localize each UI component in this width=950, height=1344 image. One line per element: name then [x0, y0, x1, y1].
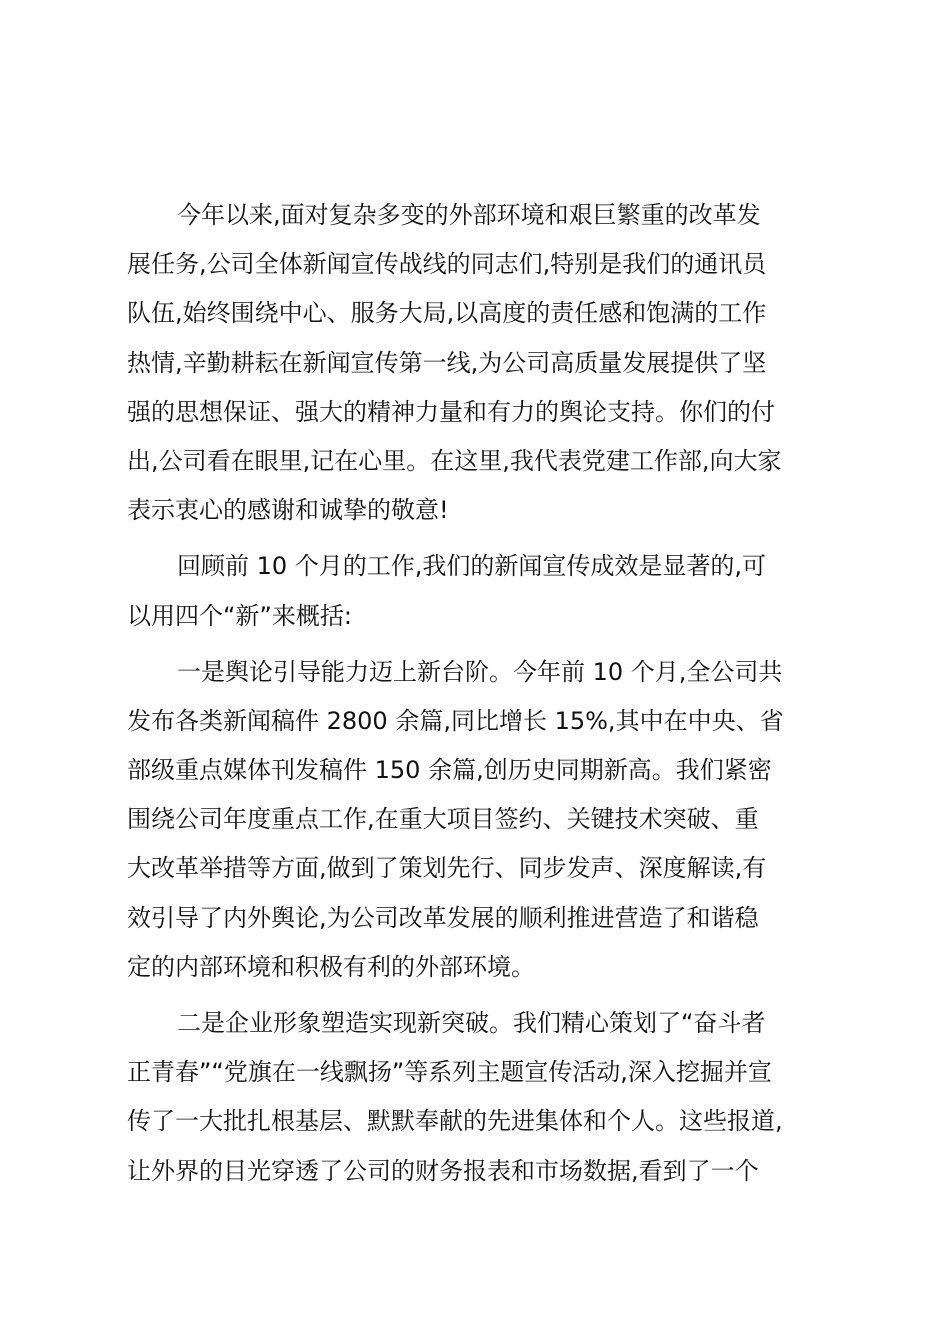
text-line: 定的内部环境和积极有利的外部环境。: [127, 952, 535, 981]
text-line: 正青春”“党旗在一线飘扬”等系列主题宣传活动,深入挖掘并宣: [127, 1058, 772, 1087]
text-line: 发布各类新闻稿件 2800 余篇,同比增长 15%,其中在中央、省: [127, 706, 784, 735]
text-line: 让外界的目光穿透了公司的财务报表和市场数据,看到了一个: [127, 1156, 759, 1185]
paragraph-point-two: [127, 999, 823, 1196]
text-line: 队伍,始终围绕中心、服务大局,以高度的责任感和饱满的工作: [127, 299, 767, 328]
text-line: 展任务,公司全体新闻宣传战线的同志们,特别是我们的通讯员: [127, 250, 767, 279]
text-line: 传了一大批扎根基层、默默奉献的先进集体和个人。这些报道,: [127, 1107, 783, 1136]
text-line: 围绕公司年度重点工作,在重大项目签约、关键技术突破、重: [127, 805, 759, 834]
text-line: 出,公司看在眼里,记在心里。在这里,我代表党建工作部,向大家: [127, 446, 782, 475]
text-line: 部级重点媒体刊发稿件 150 余篇,创历史同期新高。我们紧密: [127, 756, 772, 785]
text-line: 大改革举措等方面,做到了策划先行、同步发声、深度解读,有: [127, 854, 767, 883]
text-line: 二是企业形象塑造实现新突破。我们精心策划了“奋斗者: [177, 1009, 766, 1037]
paragraph-opening: [127, 191, 823, 535]
text-line: 表示衷心的感谢和诚挚的敬意!: [127, 496, 449, 525]
paragraph-review: [127, 542, 823, 640]
text-line: 今年以来,面对复杂多变的外部环境和艰巨繁重的改革发: [177, 201, 761, 229]
document-body: [127, 191, 823, 1203]
text-line: 效引导了内外舆论,为公司改革发展的顺利推进营造了和谐稳: [127, 903, 759, 932]
text-line: 以用四个“新”来概括:: [127, 601, 352, 630]
text-line: 热情,辛勤耕耘在新闻宣传第一线,为公司高质量发展提供了坚: [127, 348, 767, 377]
text-line: 一是舆论引导能力迈上新台阶。今年前 10 个月,全公司共: [177, 657, 783, 686]
text-line: 强的思想保证、强大的精神力量和有力的舆论支持。你们的付: [127, 397, 775, 426]
text-line: 回顾前 10 个月的工作,我们的新闻宣传成效是显著的,可: [177, 552, 767, 581]
paragraph-point-one: [127, 648, 823, 992]
